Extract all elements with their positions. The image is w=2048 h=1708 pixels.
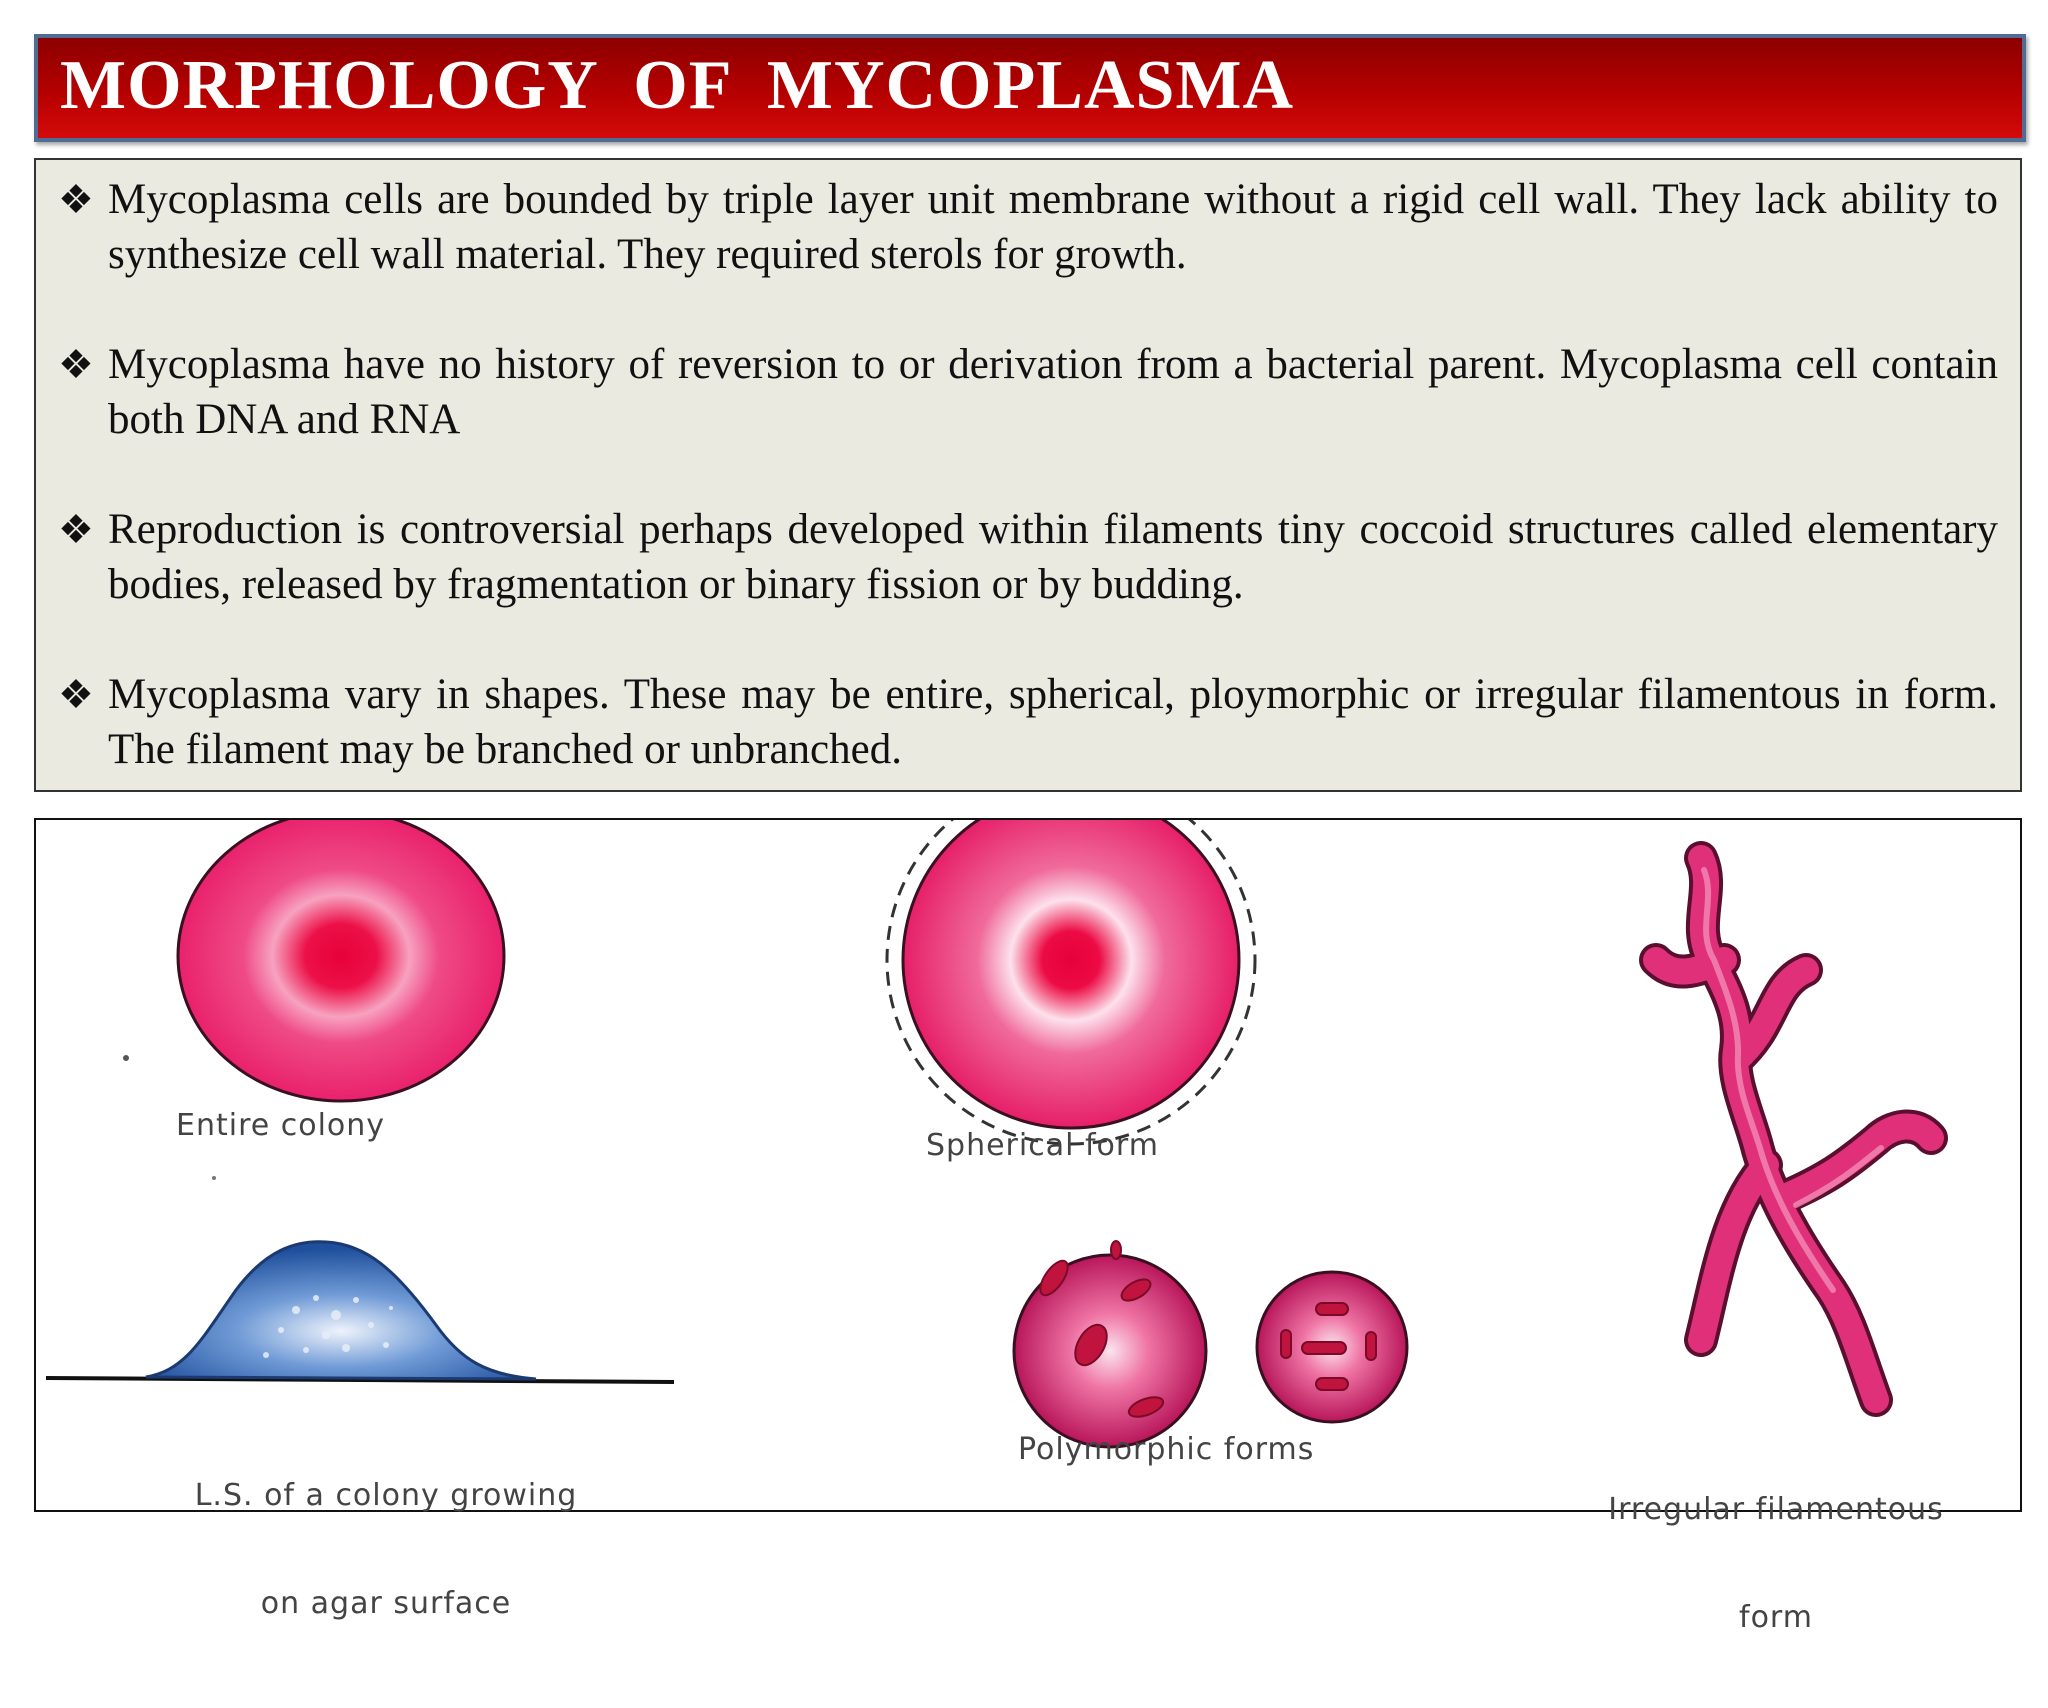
caption-irregular-line2: form bbox=[1739, 1600, 1813, 1635]
diamond-bullet-icon: ❖ bbox=[58, 177, 94, 222]
caption-agar-colony bbox=[136, 1406, 636, 1694]
bullet-text: Mycoplasma cells are bounded by triple layer unit membrane without a rigid cell wall. They lack ability to synthesize cell wall material. They required sterols for growth. bbox=[108, 176, 1998, 278]
agar-colony-drawing bbox=[46, 1242, 674, 1382]
caption-entire-colony: Entire colony bbox=[176, 1108, 386, 1143]
bullet-list bbox=[34, 158, 2022, 792]
caption-agar-colony-line2: on agar surface bbox=[260, 1586, 512, 1621]
diamond-bullet-icon: ❖ bbox=[58, 342, 94, 387]
diamond-bullet-icon: ❖ bbox=[58, 672, 94, 717]
bullet-text: Mycoplasma vary in shapes. These may be entire, spherical, ploymorphic or irregular filamentous in form. The filament may be branched or unbranched. bbox=[108, 671, 1998, 773]
bullet-text: Mycoplasma have no history of reversion to or derivation from a bacterial parent. Mycoplasma cell contain both DNA and RNA bbox=[108, 341, 1998, 443]
caption-irregular-line1: Irregular filamentous bbox=[1608, 1492, 1944, 1527]
title-bar bbox=[34, 34, 2026, 142]
bullet-item bbox=[58, 172, 1998, 282]
diamond-bullet-icon: ❖ bbox=[58, 507, 94, 552]
spherical-form-drawing bbox=[887, 820, 1255, 1144]
slide-title: MORPHOLOGY OF MYCOPLASMA bbox=[60, 47, 1295, 124]
bullet-item bbox=[58, 502, 1998, 612]
bullet-text: Reproduction is controversial perhaps developed within filaments tiny coccoid structures called elementary bodies, released by fragmentation or binary fission or by budding. bbox=[108, 506, 1998, 608]
polymorphic-forms-drawing bbox=[1014, 1241, 1407, 1447]
caption-spherical-form: Spherical form bbox=[926, 1128, 1159, 1163]
bullet-item bbox=[58, 337, 1998, 447]
irregular-filament-drawing bbox=[1656, 858, 1931, 1400]
caption-agar-colony-line1: L.S. of a colony growing bbox=[194, 1478, 578, 1513]
caption-polymorphic-forms: Polymorphic forms bbox=[1018, 1432, 1315, 1467]
caption-irregular-filamentous bbox=[1566, 1420, 1986, 1708]
bullet-item bbox=[58, 667, 1998, 777]
morphology-figure bbox=[34, 818, 2022, 1635]
